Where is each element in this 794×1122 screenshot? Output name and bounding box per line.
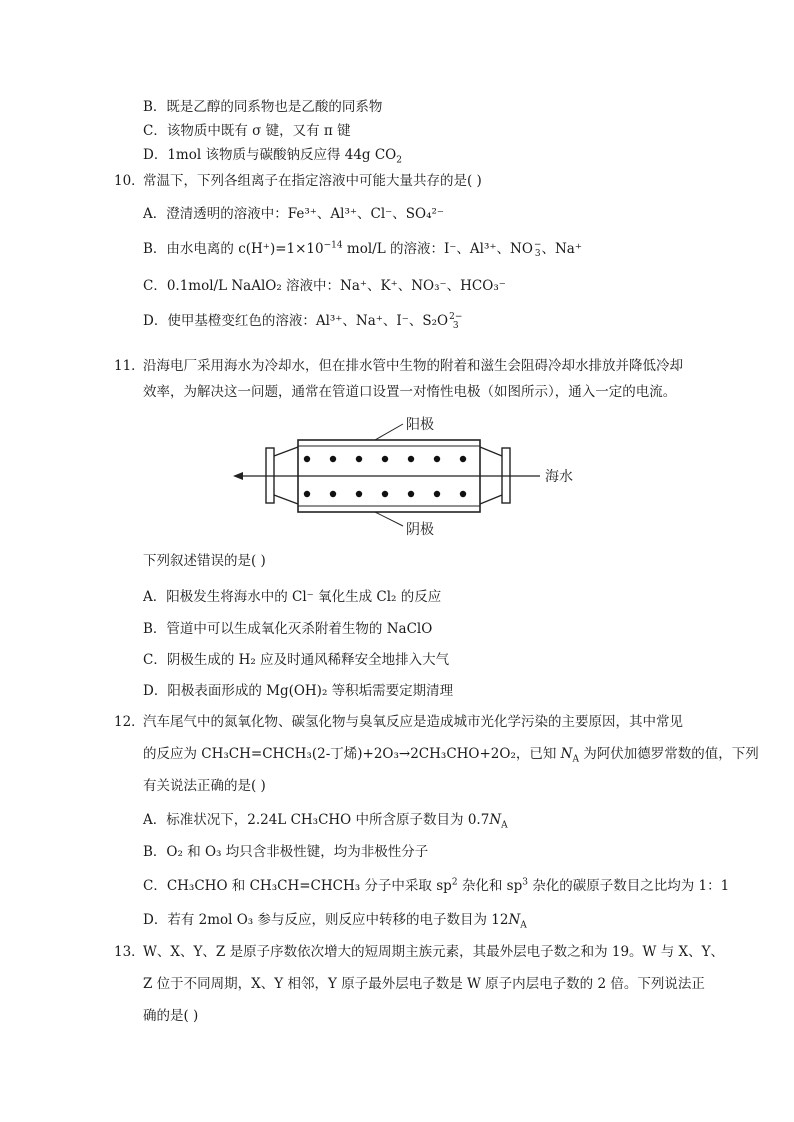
q12-option-d: D．若有 2mol O₃ 参与反应，则反应中转移的电子数目为 $12N_A$ — [143, 912, 527, 931]
q10-option-a: A．澄清透明的溶液中：Fe³⁺、Al³⁺、Cl⁻、SO₄²⁻ — [143, 206, 445, 222]
q13-number: 13． — [114, 944, 145, 960]
q13-stem-line2: Z 位于不同周期，X、Y 相邻，Y 原子最外层电子数是 W 原子内层电子数的 2 倍。下列说法正 — [143, 976, 705, 992]
option-b: B．既是乙醇的同系物也是乙酸的同系物 — [143, 99, 383, 115]
q11-number: 11． — [114, 358, 145, 374]
q12-stem-line2: 的反应为 CH₃CH=CHCH₃(2-丁烯)+2O₃→2CH₃CHO+2O₂，已知 $N_A$ 为阿伏加德罗常数的值，下列 — [143, 746, 759, 765]
q11-stem-line1: 沿海电厂采用海水为冷却水，但在排水管中生物的附着和滋生会阻碍冷却水排放并降低冷却 — [143, 358, 683, 374]
q12-option-c: C．CH₃CHO 和 CH₃CH=CHCH₃ 分子中采取 $sp^2$ 杂化和 $sp^3$ 杂化的碳原子数目之比均为 1：1 — [143, 877, 730, 894]
q11-option-d: D．阳极表面形成的 Mg(OH)₂ 等积垢需要定期清理 — [143, 683, 454, 699]
label-cathode: 阴极 — [406, 522, 434, 538]
label-seawater: 海水 — [545, 469, 573, 485]
q10-number: 10． — [114, 173, 145, 189]
cathode-dots — [304, 491, 466, 497]
q11-option-a: A．阳极发生将海水中的 Cl⁻ 氧化生成 Cl₂ 的反应 — [143, 589, 442, 605]
q11-stem-line2: 效率，为解决这一问题，通常在管道口设置一对惰性电极（如图所示），通入一定的电流。 — [143, 384, 677, 400]
q10-option-b: B．由水电离的 $c(H^+)=1\times 10^{-14}$ mol/L 的溶液：I⁻、Al³⁺、NO − 3 、Na⁺ — [143, 239, 582, 259]
anode-dots — [304, 456, 466, 462]
q11-option-c: C．阴极生成的 H₂ 应及时通风稀释安全地排入大气 — [143, 652, 450, 668]
option-d: D．1mol 该物质与碳酸钠反应得 44g $CO_2$ — [143, 147, 402, 166]
q11-prompt: 下列叙述错误的是( ) — [143, 553, 266, 569]
q12-stem-line3: 有关说法正确的是( ) — [143, 778, 266, 794]
q13-stem-line3: 确的是( ) — [143, 1008, 199, 1024]
q10-stem: 常温下，下列各组离子在指定溶液中可能大量共存的是( ) — [143, 173, 482, 189]
q12-option-b: B．O₂ 和 O₃ 均只含非极性键，均为非极性分子 — [143, 844, 429, 860]
q12-number: 12． — [114, 714, 145, 730]
q12-stem-line1: 汽车尾气中的氮氧化物、碳氢化物与臭氧反应是造成城市光化学污染的主要原因，其中常见 — [143, 714, 683, 730]
q10-option-c: C．0.1mol/L NaAlO₂ 溶液中：Na⁺、K⁺、NO₃⁻、HCO₃⁻ — [143, 278, 506, 294]
label-anode: 阳极 — [406, 417, 434, 433]
q13-stem-line1: W、X、Y、Z 是原子序数依次增大的短周期主族元素，其最外层电子数之和为 19。W 与 X、Y、 — [143, 944, 725, 960]
q10-option-d: D．使甲基橙变红色的溶液：Al³⁺、Na⁺、I⁻、S₂O 2− 3 — [143, 311, 463, 331]
q11-option-b: B．管道中可以生成氧化灭杀附着生物的 NaClO — [143, 621, 433, 637]
electrode-pipe-diagram — [225, 412, 595, 542]
q12-option-a: A．标准状况下，2.24L CH₃CHO 中所含原子数目为 $0.7N_A$ — [143, 812, 508, 831]
option-c: C．该物质中既有 σ 键，又有 π 键 — [143, 123, 351, 139]
flow-arrowhead — [233, 472, 243, 480]
